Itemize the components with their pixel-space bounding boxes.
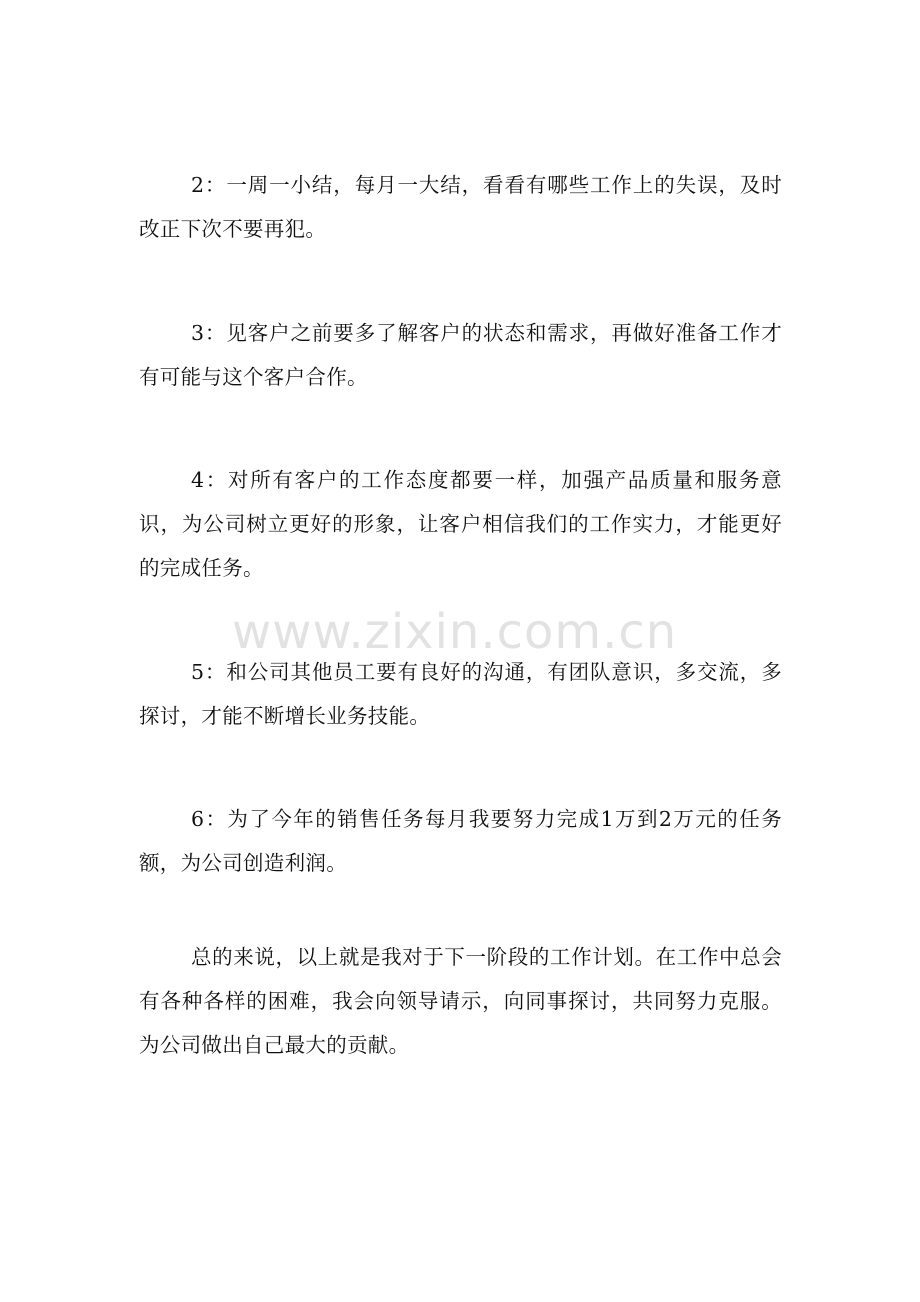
paragraph-summary: 总的来说，以上就是我对于下一阶段的工作计划。在工作中总会有各种各样的困难，我会向领导请示，向同事探讨，共同努力克服。为公司做出自己最大的贡献。 bbox=[139, 945, 782, 1057]
paragraph-item-3: 3：见客户之前要多了解客户的状态和需求，再做好准备工作才有可能与这个客户合作。 bbox=[139, 321, 782, 389]
watermark: www.zixin.com.cn bbox=[232, 604, 678, 660]
paragraph-item-5: 5：和公司其他员工要有良好的沟通，有团队意识，多交流，多探讨，才能不断增长业务技能。 bbox=[139, 660, 782, 728]
paragraph-item-6: 6：为了今年的销售任务每月我要努力完成1万到2万元的任务额，为公司创造利润。 bbox=[139, 807, 782, 875]
paragraph-item-2: 2：一周一小结，每月一大结，看看有哪些工作上的失误，及时改正下次不要再犯。 bbox=[139, 173, 782, 241]
paragraph-item-4: 4：对所有客户的工作态度都要一样，加强产品质量和服务意识，为公司树立更好的形象，让客户相信我们的工作实力，才能更好的完成任务。 bbox=[139, 468, 782, 580]
